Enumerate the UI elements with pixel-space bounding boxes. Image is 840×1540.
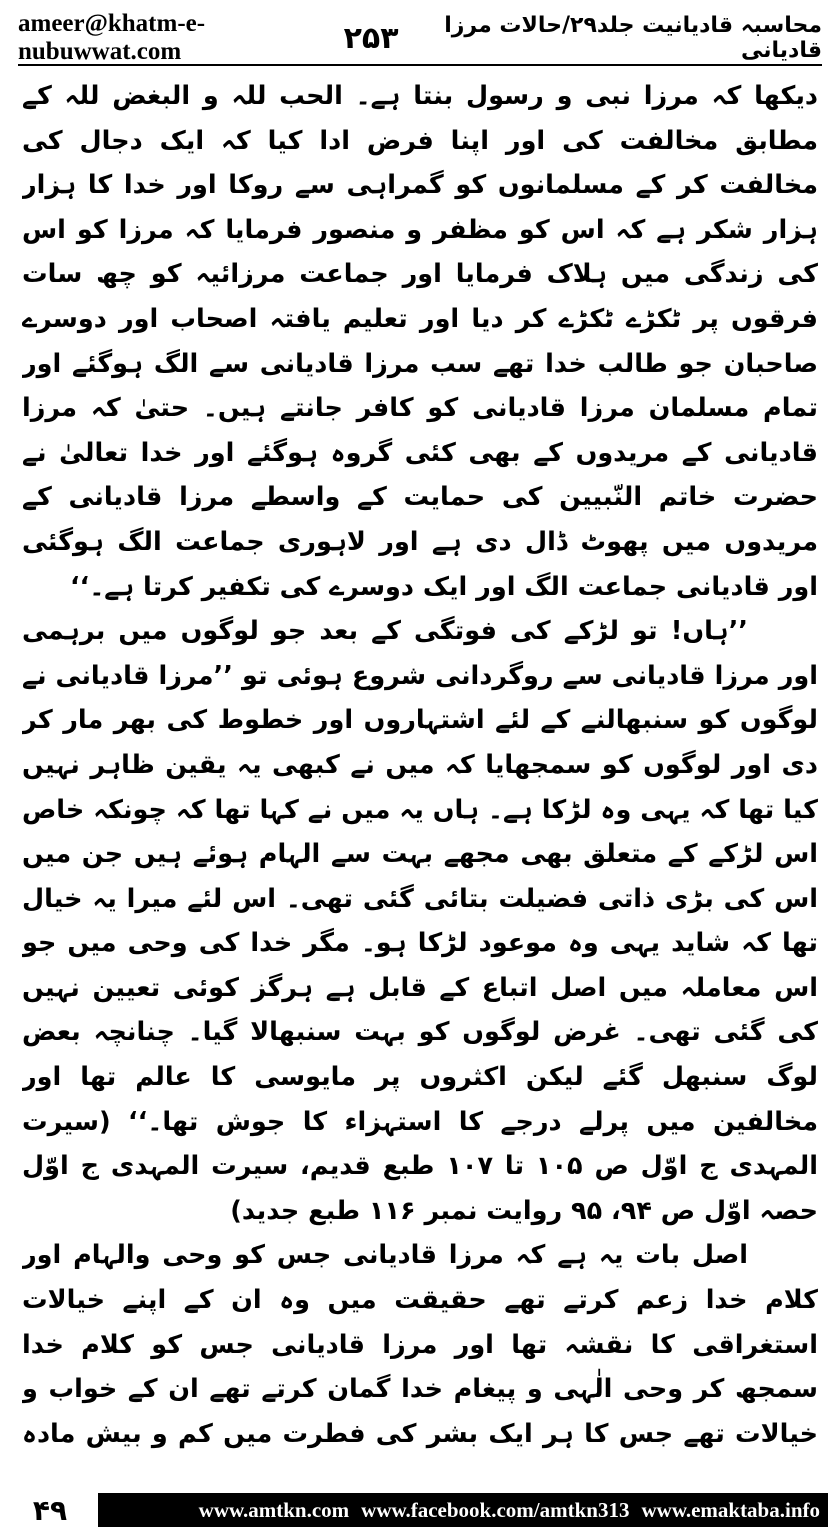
page-footer — [12, 1486, 828, 1534]
footer-link-facebook[interactable]: www.facebook.com/amtkn313 — [361, 1497, 630, 1522]
footer-sheet-number: ۴۹ — [32, 1493, 68, 1527]
footer-links-bar — [98, 1493, 828, 1527]
paragraph-3: اصل بات یہ ہے کہ مرزا قادیانی جس کو وحی والہام اور کلام خدا زعم کرتے تھے حقیقت میں وہ ان کے اپنے خیالات استغراقی کا نقشہ تھا اور مرزا قادیانی جس کو کلام خدا سمجھ کر وحی الٰہی و پیغام خدا گمان کرتے تھے ان کے خواب و خیالات تھے جس کا ہر ایک بشر کی فطرت میں کم و بیش مادہ — [22, 1240, 818, 1449]
page-header — [18, 10, 822, 65]
footer-link-amtkn[interactable]: www.amtkn.com — [198, 1497, 350, 1522]
running-title: محاسبہ قادیانیت جلد۲۹/حالات مرزا قادیانی — [444, 13, 822, 63]
header-page-number: ۲۵۳ — [343, 20, 399, 56]
header-email[interactable]: ameer@khatm-e-nubuwwat.com — [18, 10, 206, 65]
header-divider — [18, 64, 822, 66]
paragraph-1: دیکھا کہ مرزا نبی و رسول بنتا ہے۔ الحب للہ و البغض للہ کے مطابق مخالفت کی اور اپنا فرض ادا کیا کہ ایک دجال کی مخالفت کر کے مسلمانوں کو گمراہی سے روکا اور خدا کا ہزار ہزار شکر ہے کہ اس کو مظفر و منصور فرمایا کہ مرزا کو اس کی زندگی میں ہلاک فرمایا اور جماعت مرزائیہ کو چھ سات فرقوں پر ٹکڑے ٹکڑے کر دیا اور تعلیم یافتہ اصحاب اور دوسرے صاحبان جو طالب خدا تھے سب مرزا قادیانی سے الگ ہوگئے اور تمام مسلمان مرزا قادیانی کو کافر جانتے ہیں۔ حتیٰ کہ مرزا قادیانی کے مریدوں کے بھی کئی گروہ ہوگئے اور خدا تعالیٰ نے حضرت خاتم النّبیین کی حمایت کے واسطے مرزا قادیانی کے مریدوں میں پھوٹ ڈال دی ہے اور لاہوری جماعت الگ ہوگئی اور قادیانی جماعت الگ اور ایک دوسرے کی تکفیر کرتا ہے۔‘‘ — [22, 81, 818, 602]
paragraph-2: ’’ہاں! تو لڑکے کی فوتگی کے بعد جو لوگوں میں برہمی اور مرزا قادیانی سے روگردانی شروع ہوئی تو ’’مرزا قادیانی نے لوگوں کو سنبھالنے کے لئے اشتہاروں اور خطوط کی بھر مار کر دی اور لوگوں کو سمجھایا کہ میں نے کبھی یہ یقین ظاہر نہیں کیا تھا کہ یہی وہ لڑکا ہے۔ ہاں یہ میں نے کہا تھا کہ چونکہ خاص اس لڑکے کے متعلق بھی مجھے بہت سے الہام ہوئے ہیں جن میں اس کی بڑی ذاتی فضیلت بتائی گئی تھی۔ اس لئے میرا یہ خیال تھا کہ شاید یہی وہ موعود لڑکا ہو۔ مگر خدا کی وحی میں جو اس معاملہ میں اصل اتباع کے قابل ہے ہرگز کوئی تعیین نہیں کی گئی تھی۔ غرض لوگوں کو بہت سنبھالا گیا۔ چنانچہ بعض لوگ سنبھل گئے لیکن اکثروں پر مایوسی کا عالم تھا اور مخالفین میں پرلے درجے کا استہزاء کا جوش تھا۔‘‘ (سیرت المہدی ج اوّل ص ۱۰۵ تا ۱۰۷ طبع قدیم، سیرت المہدی ج اوّل حصہ اوّل ص ۹۴، ۹۵ روایت نمبر ۱۱۶ طبع جدید) — [22, 616, 818, 1226]
body-text — [22, 74, 818, 1454]
footer-link-emaktaba[interactable]: www.emaktaba.info — [641, 1497, 820, 1522]
header-left — [18, 10, 399, 66]
